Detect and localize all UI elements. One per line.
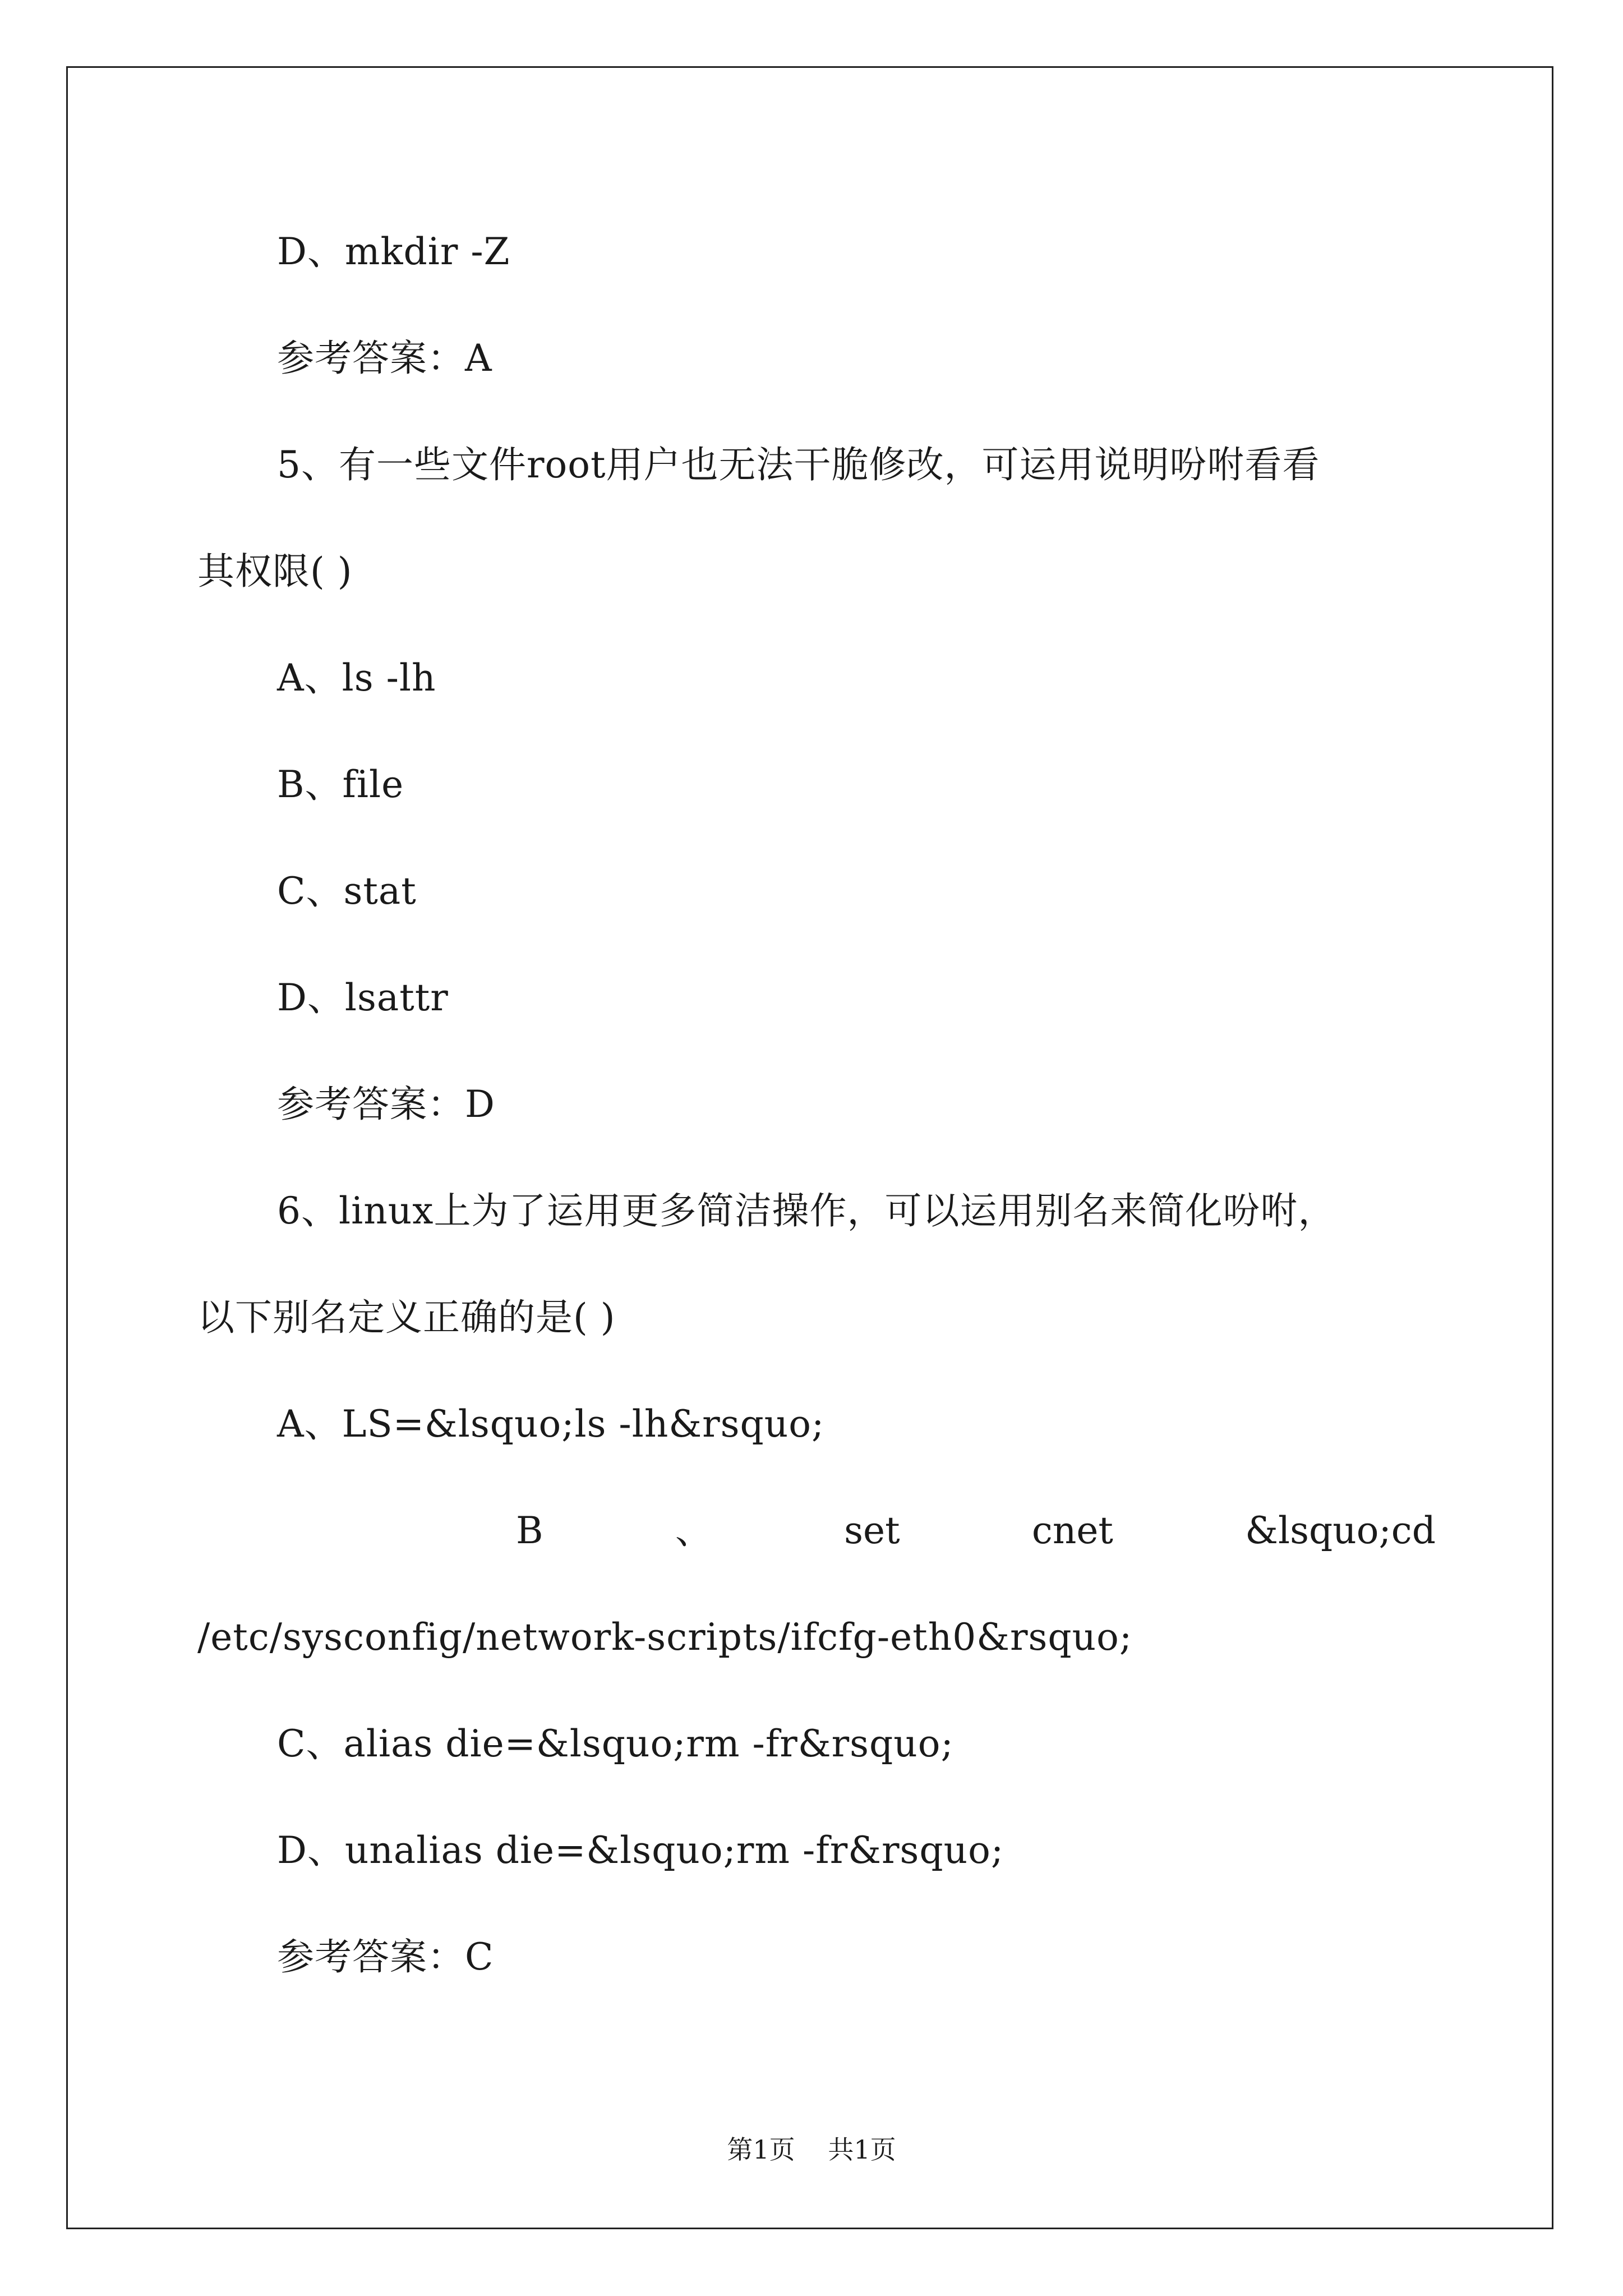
q6-option-b-word-cd: &lsquo;cd: [1245, 1509, 1436, 1552]
q5-answer: 参考答案：D: [277, 1083, 495, 1126]
q5-option-a: A、ls -lh: [277, 656, 436, 700]
q4-option-d: D、mkdir -Z: [277, 230, 510, 273]
q6-option-d: D、unalias die=&lsquo;rm -fr&rsquo;: [277, 1829, 1004, 1872]
q6-option-a: A、LS=&lsquo;ls -lh&rsquo;: [277, 1402, 825, 1446]
q6-option-b-separator: 、: [675, 1509, 712, 1552]
q6-stem-line-2: 以下别名定义正确的是( ): [197, 1296, 616, 1339]
q6-option-b-line-2: /etc/sysconfig/network-scripts/ifcfg-eth0&rsquo;: [197, 1616, 1133, 1659]
q5-option-b: B、file: [277, 763, 404, 806]
q6-option-b-word-set: set: [844, 1509, 900, 1552]
q6-option-b-line-1: [516, 1509, 1436, 1552]
q5-stem-line-1: 5、有一些文件root用户也无法干脆修改，可运用说明吩咐看看: [277, 443, 1320, 486]
q5-stem-line-2: 其权限( ): [197, 550, 353, 593]
q5-option-d: D、lsattr: [277, 976, 449, 1019]
page-total: 共1页: [828, 2134, 896, 2165]
q6-stem-line-1: 6、linux上为了运用更多简洁操作，可以运用别名来简化吩咐，: [277, 1189, 1336, 1232]
q6-option-b-letter: B: [516, 1509, 543, 1552]
q6-answer: 参考答案：C: [277, 1935, 494, 1978]
q4-answer: 参考答案：A: [277, 337, 492, 380]
page-footer: [0, 2129, 1623, 2166]
q6-option-c: C、alias die=&lsquo;rm -fr&rsquo;: [277, 1722, 954, 1765]
q6-option-b-word-cnet: cnet: [1031, 1509, 1113, 1552]
q5-option-c: C、stat: [277, 869, 417, 913]
page-border: [66, 66, 1553, 2229]
page-number: 第1页: [727, 2134, 795, 2165]
